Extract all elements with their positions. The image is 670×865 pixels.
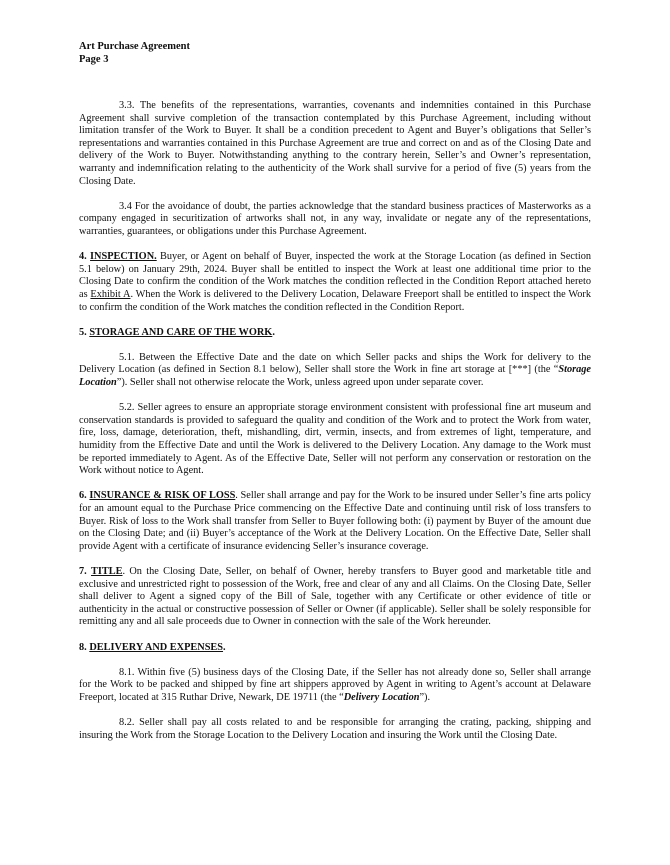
section-4-number: 4.: [79, 251, 87, 263]
paragraph-8-1: [79, 667, 591, 705]
section-6-text: . Seller shall arrange and pay for the Work to be insured under Seller’s fine arts policy for an amount equal to the Purchase Price commencing on the Effective Date and continuing until risk of loss transfers to Buyer. Risk of loss to the Work shall transfer from Seller to Buyer following both: (i) payment by Buyer of the amount due on the Closing Date; and (ii) Buyer’s acceptance of the Work at the Delivery Location. On the Effective Date, Seller shall provide Agent with a certificate of insurance evidencing Seller’s insurance coverage.: [79, 490, 591, 552]
document-body: [79, 100, 591, 755]
section-7-number: 7.: [79, 565, 87, 577]
paragraph-3-3: 3.3. The benefits of the representations, warranties, covenants and indemnities contained in this Purchase Agreement shall survive completion of the transaction contemplated by this Purchase Agreement, including without limitation transfer of the Work to Buyer. It shall be a condition precedent to Agent and Buyer’s obligations that Seller’s representations and warranties contained in this Purchase Agreement are true and correct on and as of the Closing Date and delivery of the Work to Buyer. Notwithstanding anything to the contrary herein, Seller’s and Owner’s representation, warranty and indemnification relating to the authenticity of the Work shall survive for a period of five (5) years from the Closing Date.: [79, 100, 591, 187]
section-8-heading: [79, 642, 591, 655]
section-8-title: DELIVERY AND EXPENSES: [89, 641, 224, 653]
section-6-title: INSURANCE & RISK OF LOSS: [89, 490, 236, 502]
section-7-text: . On the Closing Date, Seller, on behalf of Owner, hereby transfers to Buyer good and marketable title and exclusive and unrestricted right to possession of the Work, free and clear of any and all Claims. On the Closing Date, Seller shall deliver to Agent a signed copy of the Bill of Sale, together with any Certificate or other evidence of title or authenticity in the actual or constructive possession of Seller or Owner (if applicable). Seller shall be solely responsible for remitting any and all sale proceeds due to Owner in connection with the sale of the Work hereunder.: [79, 565, 591, 628]
section-8-period: .: [223, 641, 226, 653]
section-5-heading: [79, 327, 591, 340]
section-7-title: [79, 566, 591, 629]
delivery-location-term: Delivery Location: [343, 691, 420, 703]
paragraph-3-4: 3.4 For the avoidance of doubt, the parties acknowledge that the standard business practices of Masterworks as a company engaged in securitization of artworks shall not, in any way, invalidate or negate any of the representations, warranties, guarantees, or obligations under this Purchase Agreement.: [79, 200, 591, 237]
paragraph-8-1-text-a: 8.1. Within five (5) business days of the Closing Date, if the Seller has not already done so, Seller shall arrange for the Work to be packed and shipped by fine art shippers approved by Agent in writing to Agent’s account at Delaware Freeport, located at 315 Ruthar Drive, Newark, DE 19711 (the “: [79, 666, 591, 703]
section-4-text-a: Buyer, or Agent on behalf of Buyer, inspected the work at the Storage Location (as defined in Section 5.1 below) on January 29th, 2024. Buyer shall be entitled to inspect the Work at least one additional time prior to the Closing Date to confirm the condition of the Work matches the condition reflected in the Condition Report attached hereto as: [79, 251, 592, 300]
section-7-title-label: TITLE: [91, 565, 123, 577]
section-5-title: STORAGE AND CARE OF THE WORK: [89, 326, 273, 338]
page-header: [79, 40, 190, 66]
section-8-number: 8.: [79, 641, 87, 653]
section-4-text-b: . When the Work is delivered to the Delivery Location, Delaware Freeport shall be entitled to inspect the Work to confirm the condition of the Work matches the condition reflected in the Condition Report.: [79, 288, 592, 313]
section-6-insurance: [79, 490, 591, 553]
section-4-inspection: [79, 251, 591, 314]
page-number: Page 3: [79, 54, 109, 65]
exhibit-a-reference: Exhibit A: [90, 288, 131, 300]
section-4-title: INSPECTION.: [90, 251, 157, 263]
document-title: Art Purchase Agreement: [79, 41, 190, 52]
paragraph-8-1-text-b: ”).: [419, 691, 431, 703]
section-6-number: 6.: [79, 490, 87, 502]
paragraph-8-2: 8.2. Seller shall pay all costs related to and be responsible for arranging the crating, packing, shipping and insuring the Work from the Storage Location to the Delivery Location and insuring the Work until the Closing Date.: [79, 717, 591, 741]
paragraph-5-1: [79, 352, 591, 390]
section-5-period: .: [272, 326, 275, 338]
paragraph-5-1-text-a: 5.1. Between the Effective Date and the date on which Seller packs and ships the Work for delivery to the Delivery Location (as defined in Section 8.1 below), Seller shall store the Work in fine art storage at [***] (the “: [79, 351, 591, 376]
paragraph-5-1-text-b: ”). Seller shall not otherwise relocate the Work, unless agreed upon under separate cover.: [116, 377, 484, 389]
section-5-number: 5.: [79, 326, 87, 338]
paragraph-5-2: 5.2. Seller agrees to ensure an appropriate storage environment consistent with professional fine art museum and conservation standards is provided to safeguard the quality and condition of the Work and to protect the Work from water, fire, loss, damage, deterioration, theft, mishandling, dirt, vermin, insects, and from extremes of light, temperature, and humidity from the Effective Date and until the Work is delivered to the Delivery Location. Any damage to the Work must be reported immediately to Agent. As of the Effective Date, Seller will not perform any conservation or restoration on the Work without notice to Agent.: [79, 402, 591, 477]
storage-location-term: Storage Location: [79, 364, 591, 389]
